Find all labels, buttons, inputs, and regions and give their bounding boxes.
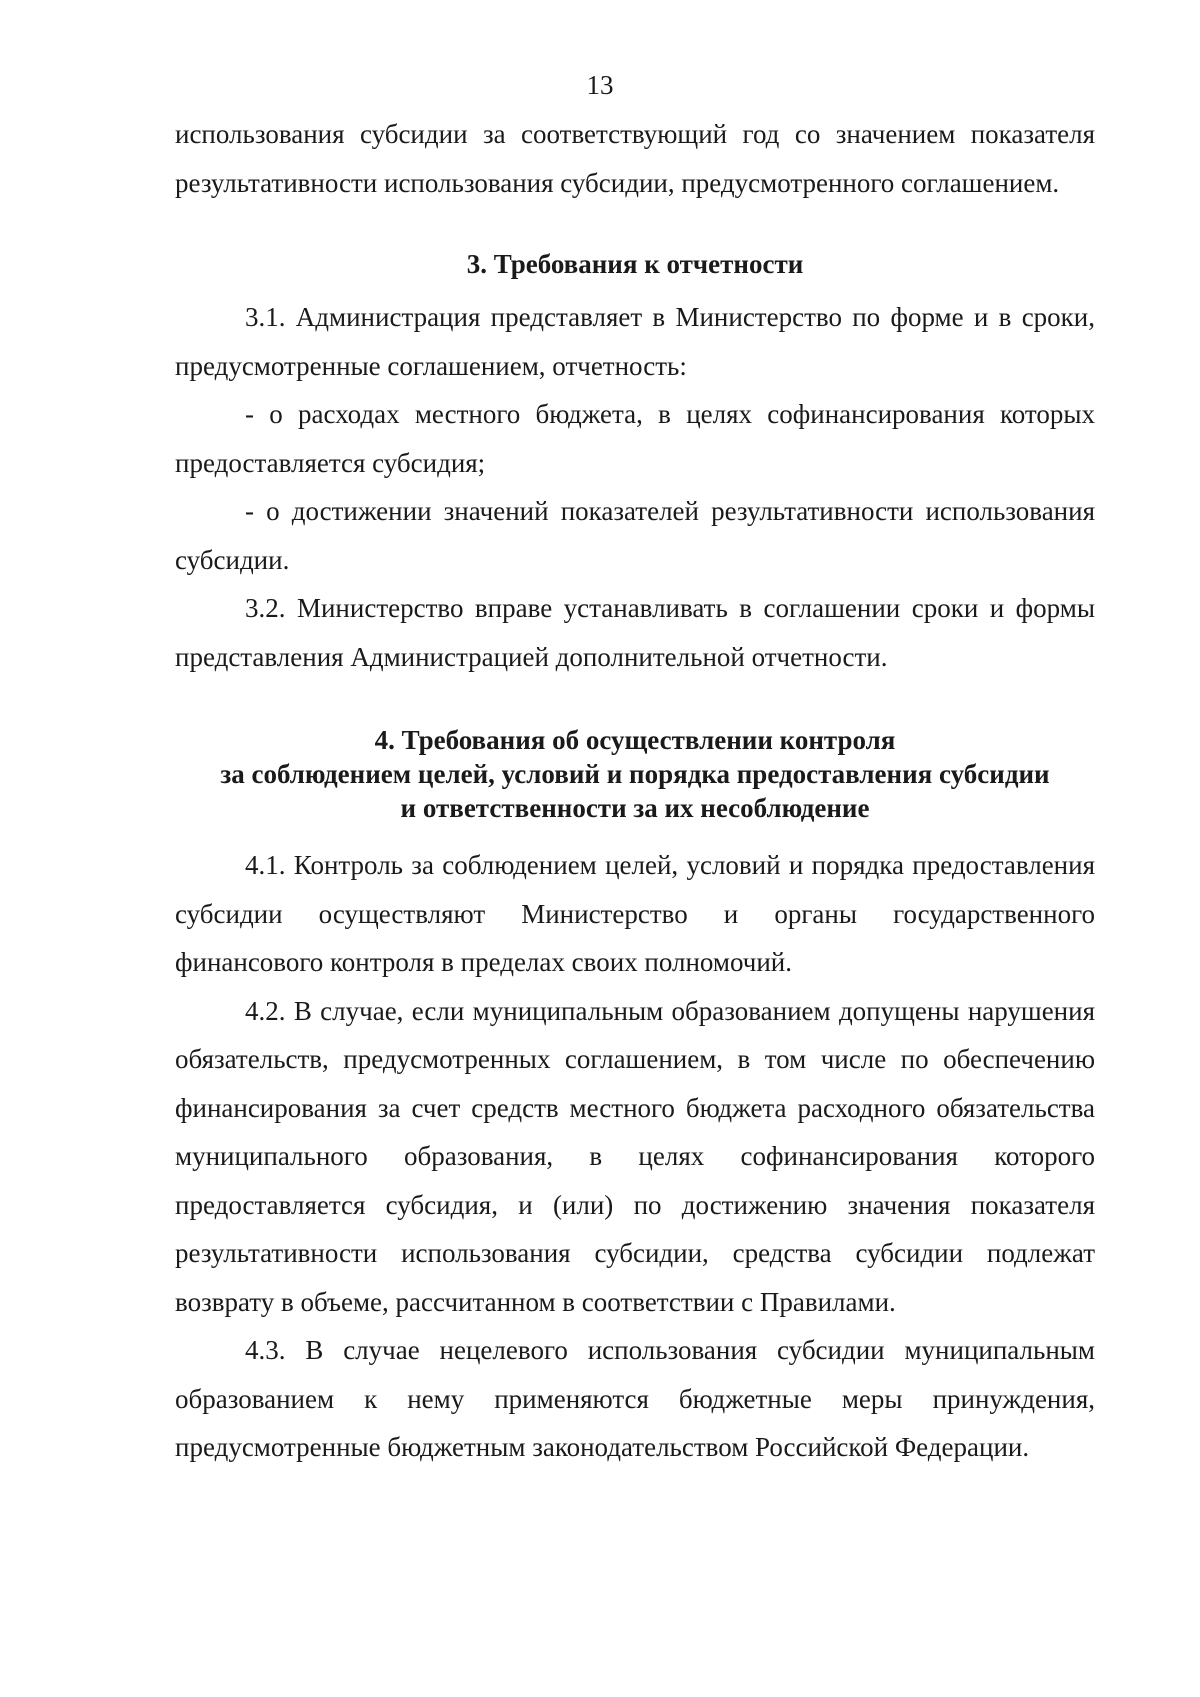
section-4-paragraph-3: 4.3. В случае нецелевого использования субсидии муниципальным образованием к нему применяются бюджетные меры принуждения, предусмотренные бюджетным законодательством Российской Федерации. [175,1335,1095,1462]
page-number: 13 [586,70,614,100]
section-3-paragraph-2: - о расходах местного бюджета, в целях софинансирования которых предоставляется субсидия; [175,399,1095,478]
section-4-title-line-3: и ответственности за их несоблюдение [400,793,870,823]
document-body [175,110,1095,1472]
section-4-paragraph-1: 4.1. Контроль за соблюдением целей, условий и порядка предоставления субсидии осуществляют Министерство и органы государственного финансового контроля в пределах своих полномочий. [175,850,1095,977]
section-4-heading [175,723,1095,825]
section-4-paragraph-2: 4.2. В случае, если муниципальным образованием допущены нарушения обязательств, предусмотренных соглашением, в том числе по обеспечению финансирования за счет средств местного бюджета расходного обязательства муниципального образования, в целях софинансирования которого предоставляется субсидия, и (или) по достижению значения показателя результативности использования субсидии, средства субсидии подлежат возврату в объеме, рассчитанном в соответствии с Правилами. [175,995,1095,1317]
section-3-title: 3. Требования к отчетности [466,249,804,279]
section-3-heading [175,248,1095,281]
section-3-paragraph-1: 3.1. Администрация представляет в Министерство по форме и в сроки, предусмотренные соглашением, отчетность: [175,302,1095,381]
section-4-title-line-1: 4. Требования об осуществлении контроля [374,725,896,755]
intro-paragraph: использования субсидии за соответствующий год со значением показателя результативности использования субсидии, предусмотренного соглашением. [175,119,1095,198]
section-3-paragraph-3: - о достижении значений показателей результативности использования субсидии. [175,496,1095,575]
section-3-paragraph-4: 3.2. Министерство вправе устанавливать в соглашении сроки и формы представления Администрацией дополнительной отчетности. [175,593,1095,672]
section-4-title-line-2: за соблюдением целей, условий и порядка предоставления субсидии [220,759,1050,789]
